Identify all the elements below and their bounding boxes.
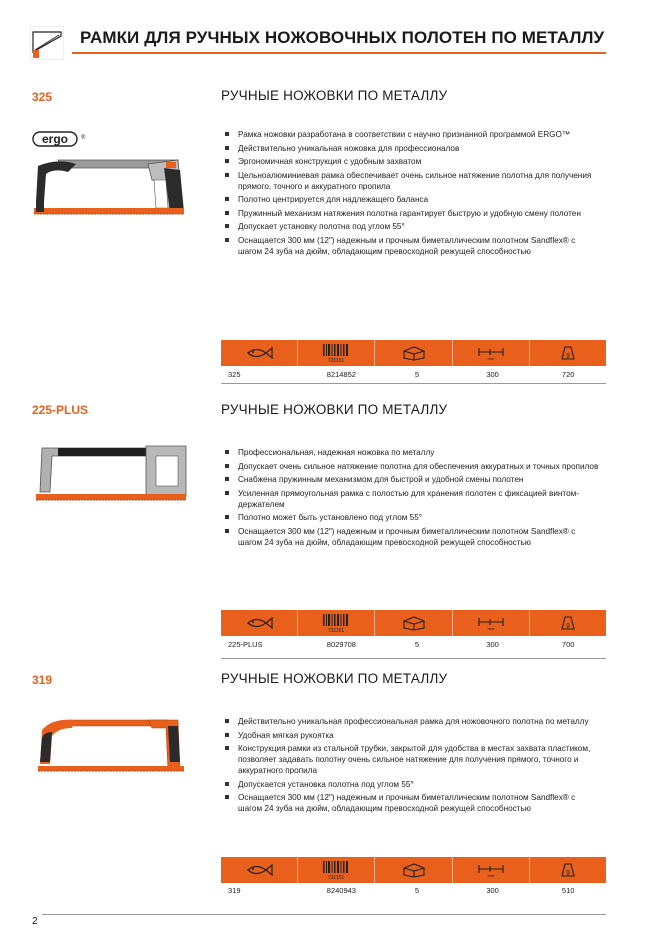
section-heading: РУЧНЫЕ НОЖОВКИ ПО МЕТАЛЛУ [221,671,448,686]
feature-list [221,129,601,259]
ergo-logo [32,131,90,152]
feature-item: Действительно уникальная ножовка для профессионалов [221,143,601,154]
svg-text:731151: 731151 [328,875,345,880]
feature-item: Профессиональная, надежная ножовка по металлу [221,447,601,458]
weight-icon [530,340,606,366]
length-icon [453,610,530,636]
value-pack: 5 [414,886,420,895]
barcode-icon [298,610,375,636]
hacksaw-logo-icon [30,26,64,60]
svg-text:731151: 731151 [328,358,345,363]
value-weight: 720 [561,370,575,379]
svg-text:mm: mm [487,873,495,878]
svg-text:®: ® [81,135,86,141]
feature-item: Усиленная прямоугольная рамка с полостью для хранения полотен с фиксацией винтом-держателем [221,488,601,510]
value-length: 300 [486,886,499,895]
svg-text:mm: mm [487,356,495,361]
fish-icon [221,610,298,636]
row-divider [221,383,606,384]
box-icon [375,340,452,366]
value-article: 225-PLUS [228,640,263,649]
feature-item: Конструкция рамки из стальной трубки, закрытой для удобства в местах захвата пластиком, позволяет задавать полотну очень сильное натяжение для получения прямого, точного и аккуратного пропила [221,743,601,776]
spec-icon-bar [221,610,606,636]
svg-text:g: g [566,869,570,876]
footer-divider [42,914,606,915]
feature-item: Эргономичная конструкция с удобным захватом [221,156,601,167]
value-article: 319 [228,886,241,895]
svg-text:ergo: ergo [41,132,69,146]
product-code: 325 [32,90,53,104]
feature-item: Полотно может быть установлено под углом 55° [221,512,601,523]
fish-icon [221,857,298,883]
value-ean: 8214852 [326,370,356,379]
value-weight: 510 [561,886,575,895]
feature-item: Оснащается 300 мм (12") надежным и прочным биметаллическим полотном Sandflex® с шагом 24 зуба на дюйм, обладающим превосходной режущей способностью [221,792,601,814]
value-ean: 8240943 [326,886,356,895]
page-title: РАМКИ ДЛЯ РУЧНЫХ НОЖОВОЧНЫХ ПОЛОТЕН ПО МЕТАЛЛУ [80,28,605,47]
value-length: 300 [486,370,499,379]
svg-text:g: g [566,352,570,359]
feature-list [221,716,601,817]
svg-text:731151: 731151 [328,628,345,633]
spec-icon-bar [221,857,606,883]
svg-text:g: g [566,622,570,629]
value-pack: 5 [414,370,420,379]
svg-text:mm: mm [487,626,495,631]
feature-item: Рамка ножовки разработана в соответствии с научно признанной программой ERGO™ [221,129,601,140]
section-heading: РУЧНЫЕ НОЖОВКИ ПО МЕТАЛЛУ [221,402,448,417]
section-heading: РУЧНЫЕ НОЖОВКИ ПО МЕТАЛЛУ [221,88,448,103]
value-weight: 700 [561,640,575,649]
feature-item: Пружинный механизм натяжения полотна гарантирует быструю и удобную смену полотен [221,208,601,219]
feature-item: Оснащается 300 мм (12") надежным и прочным биметаллическим полотном Sandflex® с шагом 24 зуба на дюйм, обладающим превосходной режущей способностью [221,526,601,548]
feature-item: Удобная мягкая рукоятка [221,730,601,741]
header-divider [72,52,606,54]
box-icon [375,610,452,636]
weight-icon [530,610,606,636]
length-icon [453,340,530,366]
hacksaw-225-plus-image [28,440,188,515]
feature-item: Допускает очень сильное натяжение полотна для обеспечения аккуратных и точных пропилов [221,461,601,472]
length-icon [453,857,530,883]
feature-item: Действительно уникальная профессиональная рамка для ножовочного полотна по металлу [221,716,601,727]
feature-item: Цельноалюминиевая рамка обеспечивает очень сильное натяжение полотна для получения прямого, точного и аккуратного пропила [221,170,601,192]
hacksaw-319-image [28,712,188,787]
box-icon [375,857,452,883]
feature-item: Допускает установку полотна под углом 55° [221,221,601,232]
feature-item: Оснащается 300 мм (12") надежным и прочным биметаллическим полотном Sandflex® с шагом 24 зуба на дюйм, обладающим превосходной режущей способностью [221,235,601,257]
spec-values-row [221,370,606,379]
barcode-icon [298,857,375,883]
spec-icon-bar [221,340,606,366]
spec-values-row [221,640,606,649]
feature-item: Полотно центрируется для надлежащего баланса [221,194,601,205]
product-code: 319 [32,673,53,687]
value-article: 325 [228,370,241,379]
feature-item: Допускается установка полотна под углом 55° [221,779,601,790]
feature-list [221,447,601,550]
hacksaw-ergo-image [28,154,188,227]
value-ean: 8029708 [326,640,356,649]
row-divider [221,658,606,659]
barcode-icon [298,340,375,366]
value-pack: 5 [414,640,420,649]
product-code: 225-PLUS [32,403,89,417]
weight-icon [530,857,606,883]
spec-values-row [221,886,606,895]
value-length: 300 [486,640,499,649]
fish-icon [221,340,298,366]
feature-item: Снабжена пружинным механизмом для быстрой и удобной смены полотен [221,474,601,485]
page-number: 2 [32,916,38,927]
